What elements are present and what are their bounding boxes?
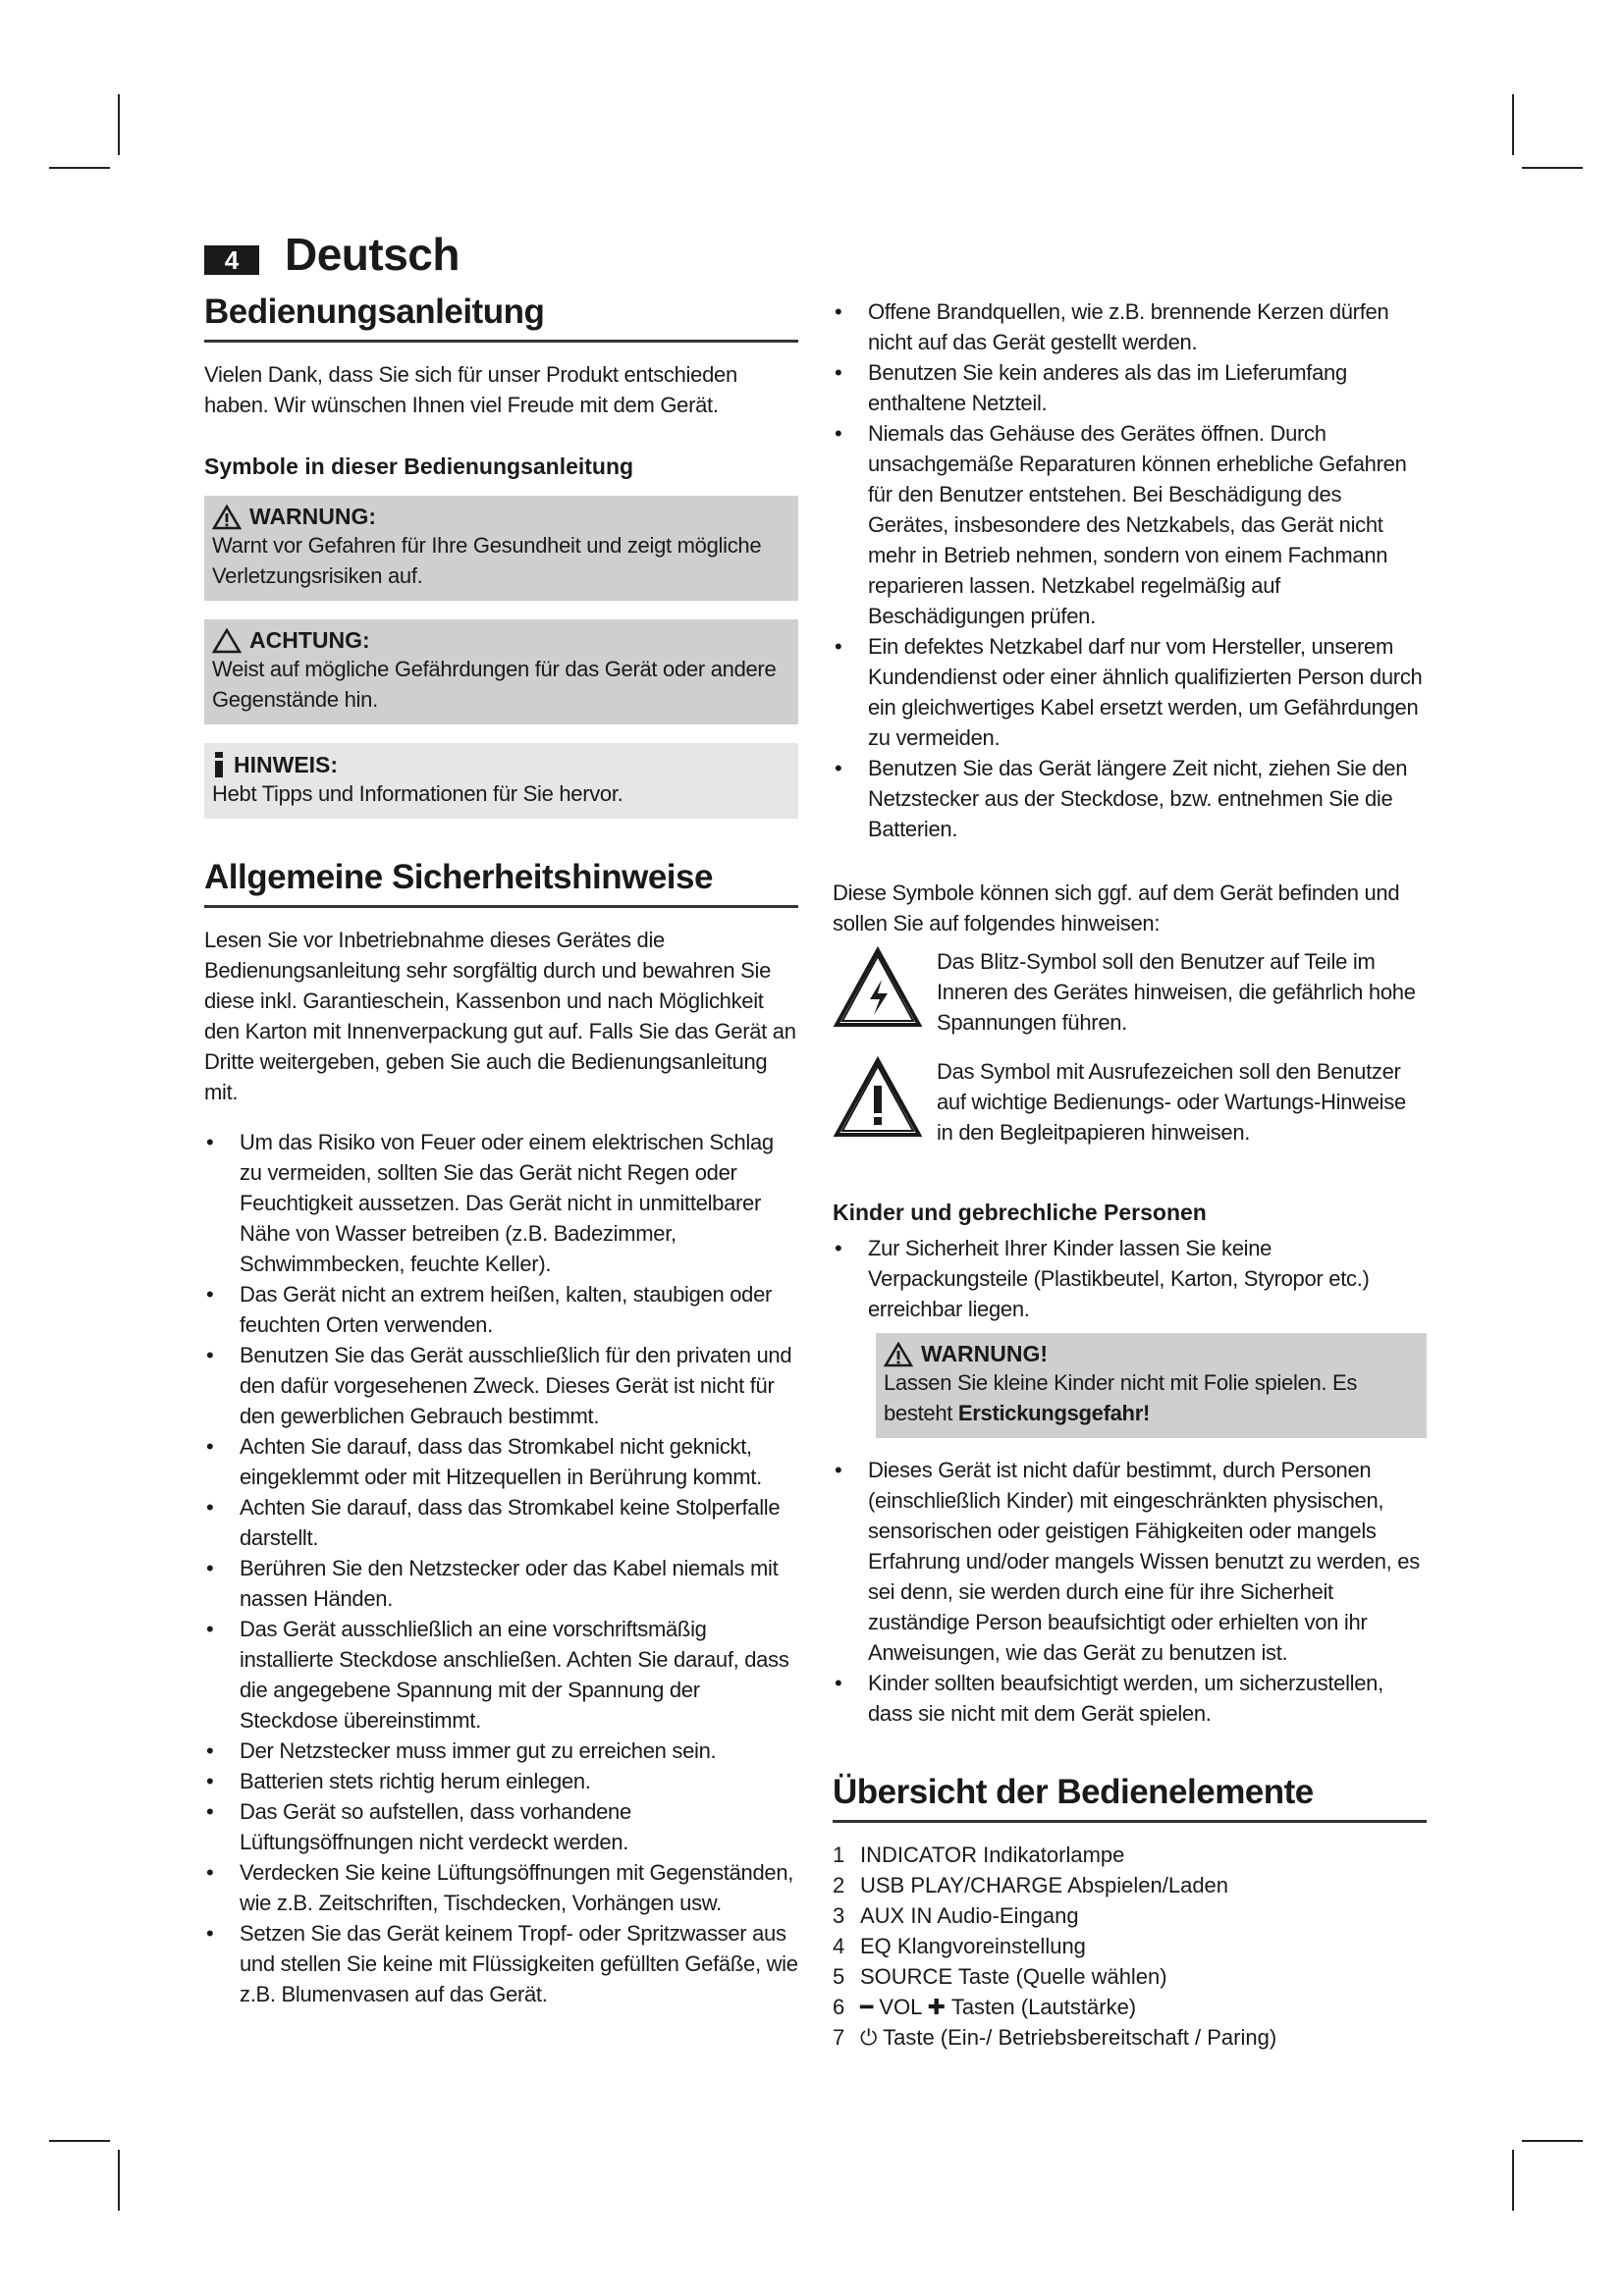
safety-list-continued [833,296,1427,844]
list-item: • Achten Sie darauf, dass das Stromkabel nicht geknickt, eingeklemmt oder mit Hitzequellen in Berührung kommt. [204,1431,798,1492]
intro-text: Vielen Dank, dass Sie sich für unser Produkt entschieden haben. Wir wünschen Ihnen viel Freude mit dem Gerät. [204,362,737,417]
control-label: ⏻ Taste (Ein-/ Betriebsbereitschaft / Paring) [860,2025,1277,2050]
control-number: 5 [833,1964,845,1989]
controls-list [833,1840,1427,2053]
children-list [833,1233,1427,1324]
exclamation-warning-icon [833,1056,923,1139]
exclaim-symbol-row [833,1056,1427,1148]
child-warning-note [876,1333,1427,1438]
warning-text: Warnt vor Gefahren für Ihre Gesundheit und zeigt mögliche Verletzungsrisiken auf. [212,533,762,588]
control-label: INDICATOR Indikatorlampe [860,1842,1125,1867]
list-item: • Benutzen Sie das Gerät ausschließlich für den privaten und den dafür vorgesehenen Zweck. Dieses Gerät ist nicht für den gewerblichen Gebrauch bestimmt. [204,1340,798,1431]
list-item: • Zur Sicherheit Ihrer Kinder lassen Sie keine Verpackungsteile (Plastikbeutel, Karton, Styropor etc.) erreichbar liegen. [833,1233,1427,1324]
control-number: 2 [833,1873,845,1897]
caution-text: Weist auf mögliche Gefährdungen für das Gerät oder andere Gegenstände hin. [212,657,777,712]
manual-title: Bedienungsanleitung [204,293,798,343]
control-item [833,1961,1427,1992]
control-number: 7 [833,2025,845,2050]
list-item: • Verdecken Sie keine Lüftungsöffnungen mit Gegenständen, wie z.B. Zeitschriften, Tischdecken, Vorhängen usw. [204,1857,798,1918]
list-item: • Das Gerät so aufstellen, dass vorhandene Lüftungsöffnungen nicht verdeckt werden. [204,1796,798,1857]
child-warning-bold: Erstickungsgefahr! [957,1401,1150,1425]
safety-list [204,1127,798,2009]
crop-mark [49,167,110,169]
control-number: 1 [833,1842,845,1867]
control-item [833,1870,1427,1900]
list-item: • Setzen Sie das Gerät keinem Tropf- oder Spritzwasser aus und stellen Sie keine mit Flüssigkeiten gefüllten Gefäße, wie z.B. Blumenvasen auf das Gerät. [204,1918,798,2009]
info-icon [212,751,226,778]
control-item [833,1900,1427,1931]
control-label: SOURCE Taste (Quelle wählen) [860,1964,1167,1989]
safety-title: Allgemeine Sicherheitshinweise [204,858,798,908]
control-label: ━ VOL ✚ Tasten (Lautstärke) [860,1995,1137,2019]
warning-triangle-icon [212,505,242,530]
control-label: AUX IN Audio-Eingang [860,1903,1079,1928]
control-item [833,1931,1427,1961]
crop-mark [118,2150,120,2211]
warning-title: WARNUNG: [249,504,377,529]
children-list-continued [833,1455,1427,1729]
control-number: 4 [833,1934,845,1958]
list-item: • Kinder sollten beaufsichtigt werden, um sicherzustellen, dass sie nicht mit dem Gerät spielen. [833,1668,1427,1729]
language-title: Deutsch [285,229,460,280]
list-item: • Batterien stets richtig herum einlegen. [204,1766,798,1796]
list-item: • Benutzen Sie das Gerät längere Zeit nicht, ziehen Sie den Netzstecker aus der Steckdose, bzw. entnehmen Sie die Batterien. [833,753,1427,844]
warning-triangle-icon [884,1342,913,1367]
list-item: • Das Gerät nicht an extrem heißen, kalten, staubigen oder feuchten Orten verwenden. [204,1279,798,1340]
crop-mark [118,94,120,155]
child-warning-title: WARNUNG! [921,1341,1049,1366]
crop-mark [49,2140,110,2142]
warning-note [204,496,798,601]
symbols-heading: Symbole in dieser Bedienungsanleitung [204,454,634,479]
symbols-intro: Diese Symbole können sich ggf. auf dem Gerät befinden und sollen Sie auf folgendes hinweisen: [833,881,1400,935]
control-item [833,1840,1427,1870]
list-item: • Dieses Gerät ist nicht dafür bestimmt, durch Personen (einschließlich Kinder) mit eingeschränkten physischen, sensorischen oder geistigen Fähigkeiten oder mangels Erfahrung und/oder mangels Wissen benutzt zu werden, es sei denn, sie werden durch eine für ihre Sicherheit zuständige Person beaufsichtigt oder erhielten von ihr Anweisungen, wie das Gerät zu benutzen ist. [833,1455,1427,1668]
control-number: 3 [833,1903,845,1928]
caution-title: ACHTUNG: [249,627,370,653]
lightning-symbol-row [833,946,1427,1038]
children-heading: Kinder und gebrechliche Personen [833,1200,1207,1225]
control-number: 6 [833,1995,845,2019]
crop-mark [1512,2150,1514,2211]
controls-title: Übersicht der Bedienelemente [833,1773,1427,1823]
crop-mark [1512,94,1514,155]
control-item [833,2022,1427,2053]
page-number: 4 [204,245,259,275]
child-warning-text: Lassen Sie kleine Kinder nicht mit Folie spielen. Es besteht [884,1370,1358,1425]
control-item [833,1992,1427,2022]
crop-mark [1522,167,1583,169]
list-item: • Der Netzstecker muss immer gut zu erreichen sein. [204,1735,798,1766]
list-item: • Das Gerät ausschließlich an eine vorschriftsmäßig installierte Steckdose anschließen. Achten Sie darauf, dass die angegebene Spannung mit der Spannung der Steckdose übereinstimmt. [204,1614,798,1735]
exclaim-text: Das Symbol mit Ausrufezeichen soll den Benutzer auf wichtige Bedienungs- oder Wartungs-Hinweise in den Begleitpapieren hinweisen. [937,1059,1406,1145]
control-label: USB PLAY/CHARGE Abspielen/Laden [860,1873,1229,1897]
caution-triangle-icon [212,628,242,654]
lightning-text: Das Blitz-Symbol soll den Benutzer auf Teile im Inneren des Gerätes hinweisen, die gefährlich hohe Spannungen führen. [937,949,1416,1035]
crop-mark [1522,2140,1583,2142]
hint-title: HINWEIS: [234,751,339,777]
lightning-warning-icon [833,946,923,1029]
safety-intro: Lesen Sie vor Inbetriebnahme dieses Gerätes die Bedienungsanleitung sehr sorgfältig durch und bewahren Sie diese inkl. Garantieschein, Kassenbon und nach Möglichkeit den Karton mit Innenverpackung gut auf. Falls Sie das Gerät an Dritte weitergeben, geben Sie auch die Bedienungsanleitung mit. [204,928,796,1104]
list-item: • Niemals das Gehäuse des Gerätes öffnen. Durch unsachgemäße Reparaturen können erhebliche Gefahren für den Benutzer entstehen. Bei Beschädigung des Gerätes, insbesondere des Netzkabels, das Gerät nicht mehr in Betrieb nehmen, sondern von einem Fachmann reparieren lassen. Netzkabel regelmäßig auf Beschädigungen prüfen. [833,418,1427,631]
list-item: • Benutzen Sie kein anderes als das im Lieferumfang enthaltene Netzteil. [833,357,1427,418]
list-item: • Um das Risiko von Feuer oder einem elektrischen Schlag zu vermeiden, sollten Sie das Gerät nicht Regen oder Feuchtigkeit aussetzen. Das Gerät nicht in unmittelbarer Nähe von Wasser betreiben (z.B. Badezimmer, Schwimmbecken, feuchte Keller). [204,1127,798,1279]
list-item: • Berühren Sie den Netzstecker oder das Kabel niemals mit nassen Händen. [204,1553,798,1614]
control-label: EQ Klangvoreinstellung [860,1934,1086,1958]
hint-text: Hebt Tipps und Informationen für Sie hervor. [212,781,623,806]
hint-note [204,743,798,819]
list-item: • Ein defektes Netzkabel darf nur vom Hersteller, unserem Kundendienst oder einer ähnlich qualifizierten Person durch ein gleichwertiges Kabel ersetzt werden, um Gefährdungen zu vermeiden. [833,631,1427,753]
list-item: • Offene Brandquellen, wie z.B. brennende Kerzen dürfen nicht auf das Gerät gestellt werden. [833,296,1427,357]
caution-note [204,619,798,724]
list-item: • Achten Sie darauf, dass das Stromkabel keine Stolperfalle darstellt. [204,1492,798,1553]
